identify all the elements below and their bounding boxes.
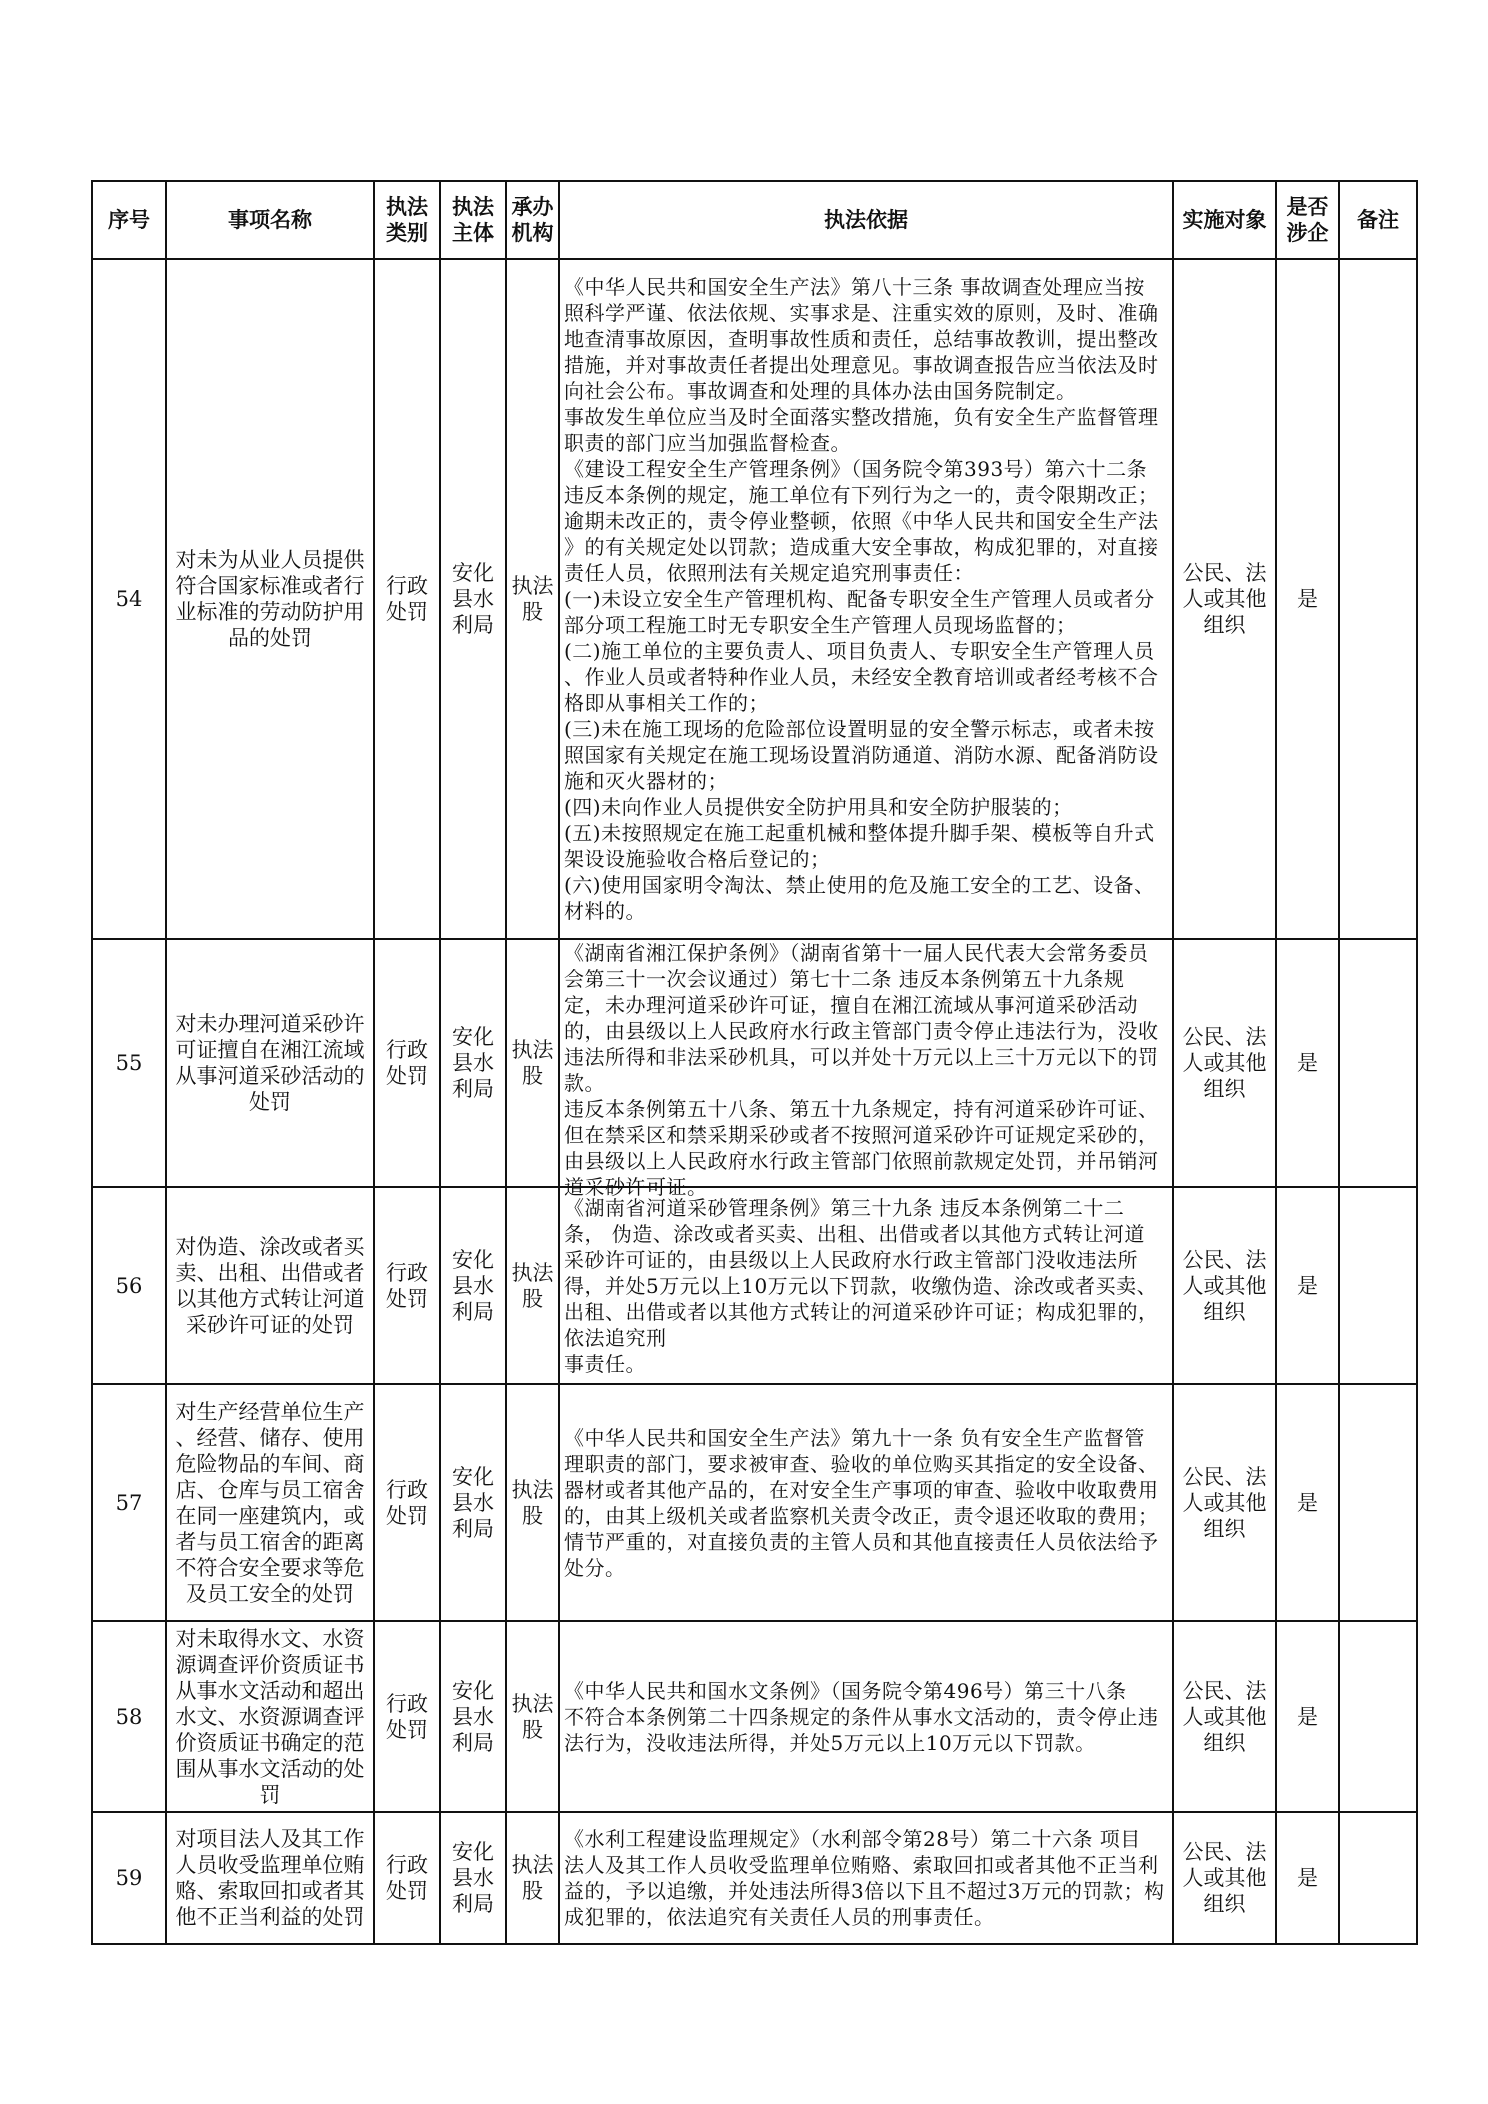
- row-number: 57: [115, 1490, 143, 1515]
- row-number-cell: [92, 1187, 166, 1384]
- involves-enterprise-cell: [1276, 1812, 1339, 1944]
- legal-basis-cell: [559, 1187, 1173, 1384]
- row-number-cell: [92, 939, 166, 1187]
- enforcement-category-cell: [374, 1384, 440, 1621]
- legal-basis-cell: [559, 939, 1173, 1199]
- header-subject: 执法 主体: [440, 181, 506, 259]
- target-party: 公民、法 人或其他 组织: [1182, 1247, 1267, 1324]
- item-name: 对未取得水文、水资 源调查评价资质证书 从事水文活动和超出 水文、水资源调查评 价资质证书确定的范 围从事水文活动的处 罚: [175, 1626, 365, 1807]
- enforcement-category: 行政 处罚: [386, 1260, 428, 1311]
- header-enterprise: 是否 涉企: [1276, 181, 1339, 259]
- legal-basis: 《湖南省湘江保护条例》（湖南省第十一届人民代表大会常务委员 会第三十一次会议通过）第七十二条 违反本条例第五十九条规 定，未办理河道采砂许可证，擅自在湘江流域从事河道采砂活动 的，由县级以上人民政府水行政主管部门责令停止违法行为，没收 违法所得和非法采砂机具，可以并处十万元以上三十万元以下的罚 款。 违反本条例第五十八条、第五十九条规定，持有河道采砂许可证、 但在禁采区和禁采期采砂或者不按照河道采砂许可证规定采砂的， 由县级以上人民政府水行政主管部门依照前款规定处罚，并吊销河 道采砂许可证。: [564, 941, 1159, 1199]
- involves-enterprise-cell: [1276, 1187, 1339, 1384]
- enforcement-subject-cell: [440, 1621, 506, 1812]
- involves-enterprise-cell: [1276, 939, 1339, 1187]
- item-name-cell: [166, 1187, 374, 1384]
- row-number-cell: [92, 1384, 166, 1621]
- target-party-cell: [1173, 1384, 1276, 1621]
- header-remark: 备注: [1339, 181, 1417, 259]
- legal-basis: 《中华人民共和国安全生产法》第九十一条 负有安全生产监督管 理职责的部门，要求被审查、验收的单位购买其指定的安全设备、 器材或者其他产品的，在对安全生产事项的审查、验收中收取费用 的，由其上级机关或者监察机关责令改正，责令退还收取的费用； 情节严重的，对直接负责的主管人员和其他直接责任人员依法给予 处分。: [564, 1425, 1159, 1580]
- handling-unit: 执法 股: [511, 574, 554, 624]
- row-number: 56: [115, 1273, 143, 1298]
- handling-unit: 执法 股: [511, 1853, 554, 1903]
- item-name-cell: [166, 1384, 374, 1621]
- handling-unit: 执法 股: [511, 1691, 554, 1742]
- involves-enterprise-cell: [1276, 1621, 1339, 1812]
- enforcement-subject-cell: [440, 1187, 506, 1384]
- row-number: 59: [115, 1866, 143, 1890]
- enforcement-category-cell: [374, 1812, 440, 1944]
- header-unit: 承办 机构: [506, 181, 559, 259]
- row-number-cell: [92, 259, 166, 939]
- header-item-name: 事项名称: [166, 181, 374, 259]
- legal-basis-cell: [559, 1812, 1173, 1944]
- enforcement-category-cell: [374, 1621, 440, 1812]
- table-row: [92, 259, 1417, 939]
- handling-unit-cell: [506, 259, 559, 939]
- table-row: [92, 1187, 1417, 1384]
- table-row: [92, 1812, 1417, 1944]
- enforcement-subject: 安化 县水 利局: [452, 1025, 494, 1101]
- involves-enterprise-cell: [1276, 259, 1339, 939]
- enforcement-subject-cell: [440, 1812, 506, 1944]
- handling-unit: 执法 股: [511, 1260, 554, 1311]
- item-name-cell: [166, 259, 374, 939]
- involves-enterprise: 是: [1297, 1866, 1318, 1890]
- legal-basis-cell: [559, 259, 1173, 939]
- remark-cell: [1339, 1187, 1417, 1384]
- target-party-cell: [1173, 1187, 1276, 1384]
- header-category: 执法 类别: [374, 181, 440, 259]
- item-name: 对项目法人及其工作 人员收受监理单位贿 赂、索取回扣或者其 他不正当利益的处罚: [175, 1827, 365, 1929]
- target-party: 公民、法 人或其他 组织: [1182, 1678, 1267, 1755]
- involves-enterprise: 是: [1297, 587, 1318, 611]
- row-number: 55: [115, 1051, 143, 1075]
- handling-unit-cell: [506, 1812, 559, 1944]
- enforcement-subject-cell: [440, 1384, 506, 1621]
- remark-cell: [1339, 259, 1417, 939]
- enforcement-category: 行政 处罚: [386, 1038, 428, 1088]
- legal-basis: 《湖南省河道采砂管理条例》第三十九条 违反本条例第二十二 条， 伪造、涂改或者买卖、出租、出借或者以其他方式转让河道 采砂许可证的，由县级以上人民政府水行政主管部门没收违法所 得，并处5万元以上10万元以下罚款，收缴伪造、涂改或者买卖、 出租、出借或者以其他方式转让的河道采砂许可证；构成犯罪的， 依法追究刑 事责任。: [564, 1195, 1159, 1376]
- enforcement-category: 行政 处罚: [386, 1691, 428, 1742]
- legal-basis: 《中华人民共和国安全生产法》第八十三条 事故调查处理应当按 照科学严谨、依法依规、实事求是、注重实效的原则，及时、准确 地查清事故原因，查明事故性质和责任，总结事故教训，提出整改 措施，并对事故责任者提出处理意见。事故调查报告应当依法及时 向社会公布。事故调查和处理的具体办法由国务院制定。 事故发生单位应当及时全面落实整改措施，负有安全生产监督管理 职责的部门应当加强监督检查。 《建设工程安全生产管理条例》（国务院令第393号）第六十二条 违反本条例的规定，施工单位有下列行为之一的，责令限期改正； 逾期未改正的，责令停业整顿，依照《中华人民共和国安全生产法 》的有关规定处以罚款；造成重大安全事故，构成犯罪的，对直接 责任人员，依照刑法有关规定追究刑事责任： (一)未设立安全生产管理机构、配备专职安全生产管理人员或者分 部分项工程施工时无专职安全生产管理人员现场监督的； (二)施工单位的主要负责人、项目负责人、专职安全生产管理人员 、作业人员或者特种作业人员，未经安全教育培训或者经考核不合 格即从事相关工作的； (三)未在施工现场的危险部位设置明显的安全警示标志，或者未按 照国家有关规定在施工现场设置消防通道、消防水源、配备消防设 施和灭火器材的； (四)未向作业人员提供安全防护用具和安全防护服装的； (五)未按照规定在施工起重机械和整体提升脚手架、模板等自升式 架设设施验收合格后登记的； (六)使用国家明令淘汰、禁止使用的危及施工安全的工艺、设备、 材料的。: [564, 275, 1159, 923]
- table-header-row: [92, 181, 1417, 259]
- involves-enterprise: 是: [1297, 1273, 1318, 1298]
- target-party: 公民、法 人或其他 组织: [1182, 561, 1267, 637]
- legal-basis-cell: [559, 1621, 1173, 1812]
- remark-cell: [1339, 1812, 1417, 1944]
- remark-cell: [1339, 1384, 1417, 1621]
- involves-enterprise: 是: [1297, 1704, 1318, 1729]
- enforcement-subject: 安化 县水 利局: [452, 1678, 494, 1755]
- enforcement-category: 行政 处罚: [386, 574, 428, 624]
- table-row: [92, 1621, 1417, 1812]
- enforcement-category-cell: [374, 939, 440, 1187]
- item-name: 对未为从业人员提供 符合国家标准或者行 业标准的劳动防护用 品的处罚: [175, 548, 365, 650]
- row-number: 58: [115, 1704, 143, 1729]
- enforcement-category-cell: [374, 1187, 440, 1384]
- handling-unit-cell: [506, 1384, 559, 1621]
- header-basis: 执法依据: [559, 181, 1173, 259]
- target-party-cell: [1173, 1812, 1276, 1944]
- target-party-cell: [1173, 1621, 1276, 1812]
- involves-enterprise-cell: [1276, 1384, 1339, 1621]
- target-party-cell: [1173, 259, 1276, 939]
- handling-unit: 执法 股: [511, 1038, 554, 1088]
- legal-basis-cell: [559, 1384, 1173, 1621]
- item-name-cell: [166, 1621, 374, 1812]
- item-name-cell: [166, 939, 374, 1187]
- target-party: 公民、法 人或其他 组织: [1182, 1464, 1267, 1541]
- item-name: 对伪造、涂改或者买 卖、出租、出借或者 以其他方式转让河道 采砂许可证的处罚: [175, 1234, 365, 1337]
- item-name: 对生产经营单位生产 、经营、储存、使用 危险物品的车间、商 店、仓库与员工宿舍 在同一座建筑内，或 者与员工宿舍的距离 不符合安全要求等危 及员工安全的处罚: [175, 1399, 365, 1606]
- row-number-cell: [92, 1621, 166, 1812]
- handling-unit-cell: [506, 939, 559, 1187]
- enforcement-subject: 安化 县水 利局: [452, 1464, 494, 1541]
- enforcement-subject: 安化 县水 利局: [452, 1247, 494, 1324]
- table-row: [92, 1384, 1417, 1621]
- row-number-cell: [92, 1812, 166, 1944]
- remark-cell: [1339, 1621, 1417, 1812]
- enforcement-subject-cell: [440, 939, 506, 1187]
- legal-basis: 《中华人民共和国水文条例》（国务院令第496号）第三十八条 不符合本条例第二十四条规定的条件从事水文活动的，责令停止违 法行为，没收违法所得，并处5万元以上10万元以下罚款。: [564, 1678, 1159, 1755]
- target-party-cell: [1173, 939, 1276, 1187]
- handling-unit: 执法 股: [511, 1477, 554, 1528]
- remark-cell: [1339, 939, 1417, 1187]
- target-party: 公民、法 人或其他 组织: [1182, 1840, 1267, 1916]
- legal-basis: 《水利工程建设监理规定》（水利部令第28号）第二十六条 项目 法人及其工作人员收受监理单位贿赂、索取回扣或者其他不正当利 益的，予以追缴，并处违法所得3倍以下且不超过3万元的罚款；构 成犯罪的，依法追究有关责任人员的刑事责任。: [564, 1827, 1165, 1929]
- involves-enterprise: 是: [1297, 1490, 1318, 1515]
- handling-unit-cell: [506, 1621, 559, 1812]
- enforcement-category: 行政 处罚: [386, 1477, 428, 1528]
- handling-unit-cell: [506, 1187, 559, 1384]
- header-no: 序号: [92, 181, 166, 259]
- involves-enterprise: 是: [1297, 1051, 1318, 1075]
- enforcement-items-table: [91, 180, 1418, 1945]
- enforcement-subject-cell: [440, 259, 506, 939]
- header-target: 实施对象: [1173, 181, 1276, 259]
- enforcement-subject: 安化 县水 利局: [452, 561, 494, 637]
- enforcement-category: 行政 处罚: [386, 1853, 428, 1903]
- item-name: 对未办理河道采砂许 可证擅自在湘江流域 从事河道采砂活动的 处罚: [175, 1012, 365, 1114]
- row-number: 54: [115, 587, 143, 611]
- table-row: [92, 939, 1417, 1187]
- item-name-cell: [166, 1812, 374, 1944]
- enforcement-subject: 安化 县水 利局: [452, 1840, 494, 1916]
- enforcement-category-cell: [374, 259, 440, 939]
- target-party: 公民、法 人或其他 组织: [1182, 1025, 1267, 1101]
